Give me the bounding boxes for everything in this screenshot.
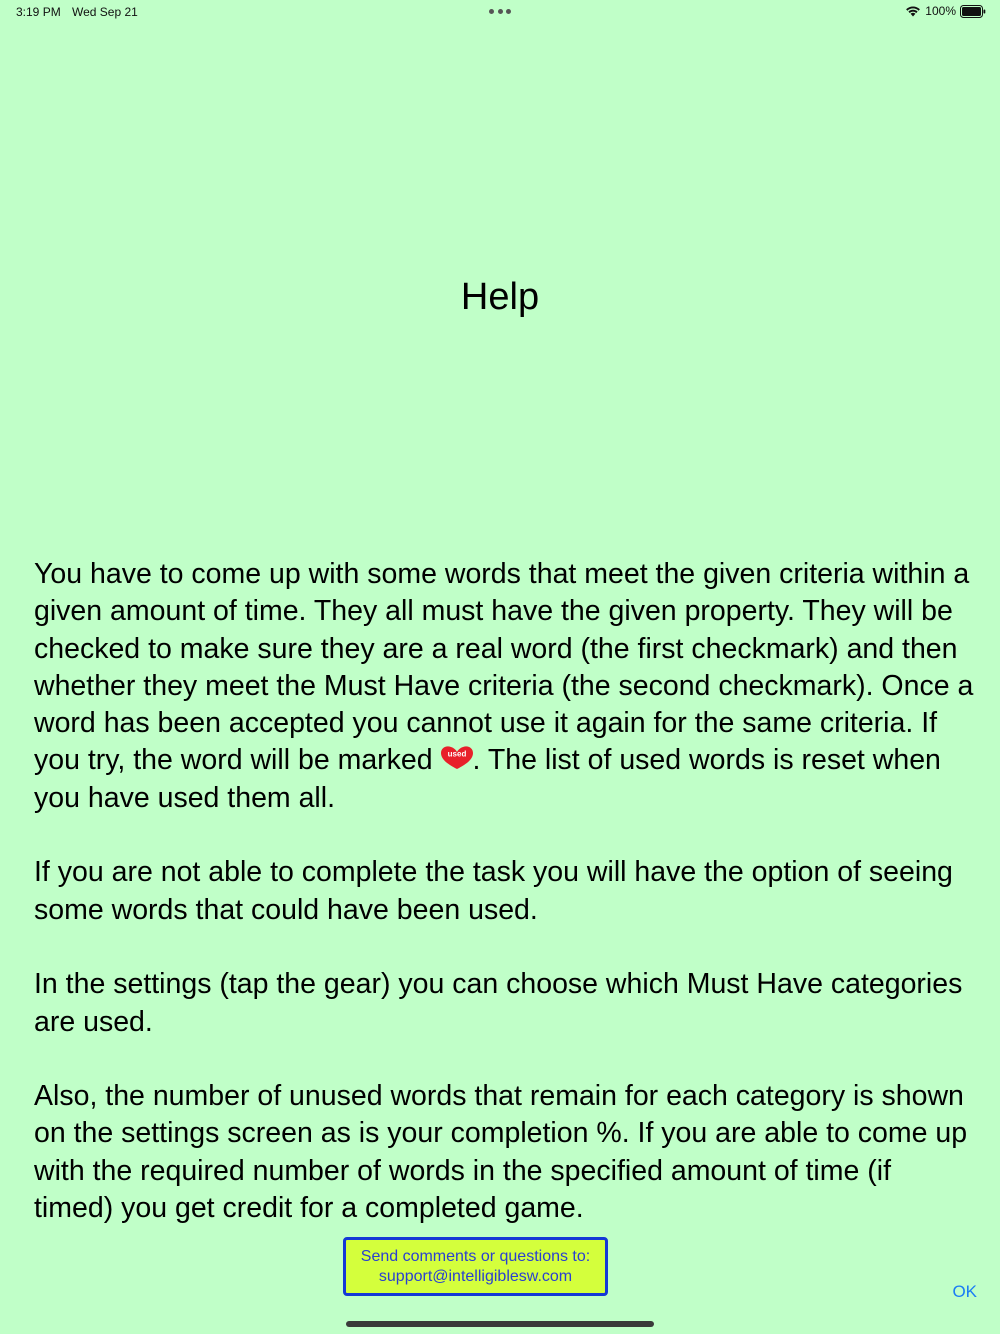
- used-badge-icon: [441, 746, 473, 770]
- contact-email: support@intelligiblesw.com: [378, 1267, 573, 1285]
- status-time: 3:19 PM: [16, 5, 61, 19]
- help-paragraph-1-start: You have to come up with some words that meet the given criteria within a given amount of time. They all must have the given property. They will be checked to make sure they are a real word (the first checkmark) and then whether they meet the Must Have criteria (the second checkmark). Once a word has been accepted you cannot use it again for the same criteria. If you try, the word will be marked: [34, 558, 974, 777]
- used-badge-label: used: [447, 749, 466, 759]
- status-date: Wed Sep 21: [72, 5, 138, 19]
- status-indicators: [905, 4, 986, 18]
- status-bar: [0, 0, 1000, 26]
- home-indicator[interactable]: [346, 1321, 654, 1327]
- wifi-icon: [905, 5, 921, 17]
- multitask-dots-icon[interactable]: [489, 9, 511, 15]
- battery-icon: [960, 5, 986, 18]
- contact-prompt: Send comments or questions to:: [360, 1247, 591, 1265]
- help-paragraph: [34, 556, 974, 817]
- help-paragraph-1-end: . The list of used words is reset when you have used them all.: [34, 744, 941, 814]
- ok-button[interactable]: OK: [952, 1282, 977, 1301]
- battery-percent: 100%: [925, 4, 956, 18]
- help-paragraph-2: If you are not able to complete the task you will have the option of seeing some words that could have been used.: [34, 856, 953, 926]
- page-title: Help: [460, 276, 540, 318]
- help-text: [34, 556, 974, 1265]
- help-paragraph-3: In the settings (tap the gear) you can choose which Must Have categories are used.: [34, 968, 963, 1038]
- contact-email-button[interactable]: [343, 1237, 608, 1296]
- help-paragraph-4: Also, the number of unused words that remain for each category is shown on the settings screen as is your completion %. If you are able to come up with the required number of words in the specified amount of time (if timed) you get credit for a completed game.: [34, 1080, 968, 1225]
